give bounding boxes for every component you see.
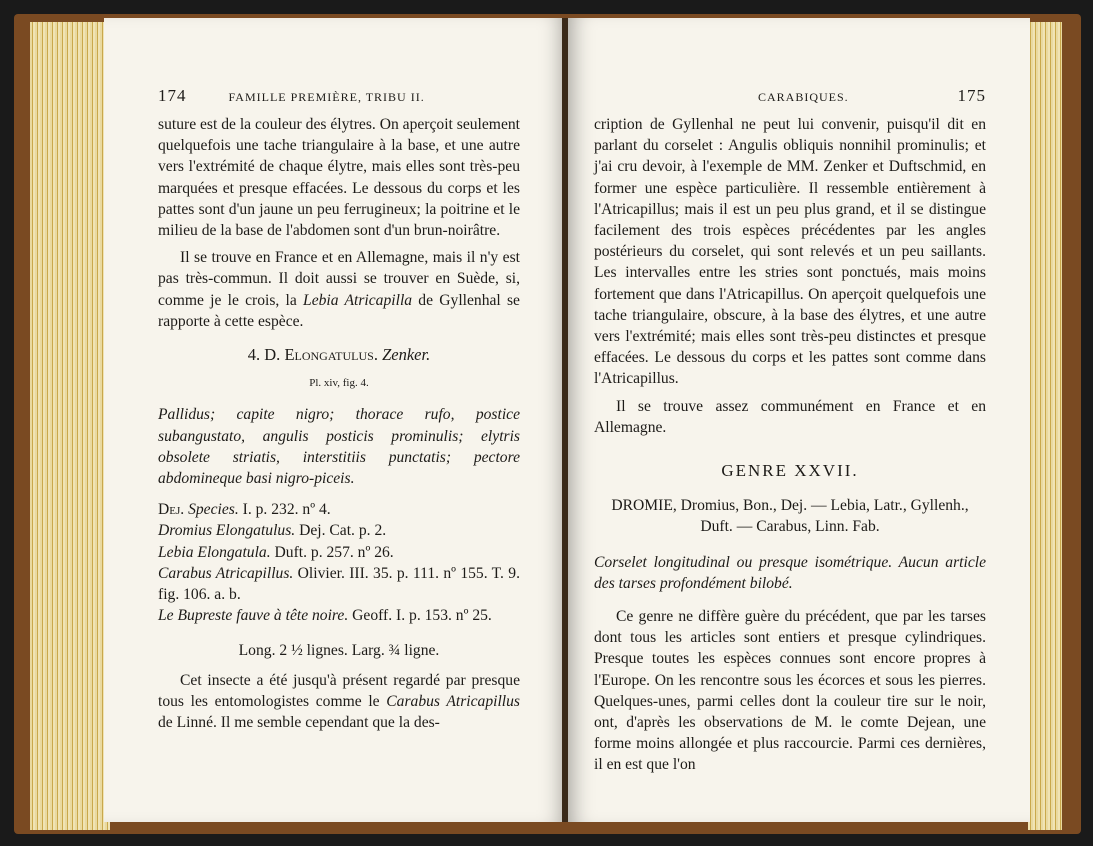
reference-cite: I. p. 232. nº 4. (238, 501, 331, 519)
reference-entry (158, 605, 520, 626)
left-running-head-row (158, 86, 520, 106)
species-name: Elongatulus. (284, 345, 378, 365)
left-paragraph-2-italic: Lebia Atricapilla (303, 291, 413, 309)
right-running-head: CARABIQUES. (758, 90, 849, 104)
left-paragraph-1: suture est de la couleur des élytres. On aperçoit seulement quelquefois une tache triangulaire à la base, et une autre vers l'extrémité de chaque élytre, mais elles sont très-peu marquées et presque effacées. Le dessous du corps et les pattes sont d'un jaune un peu ferrugineux; la poitrine et le milieu de la base de l'abdomen sont d'un brun-noirâtre. (158, 116, 520, 240)
left-body (158, 114, 520, 733)
reference-work: Le Bupreste fauve à tête noire. (158, 607, 349, 625)
left-paragraph-3-text-b: de Linné. Il me semble cependant que la des- (158, 714, 440, 732)
reference-entry (158, 520, 520, 541)
left-paragraph-3 (158, 670, 520, 734)
reference-work: Dromius Elongatulus. (158, 522, 296, 540)
right-body (594, 114, 986, 776)
reference-entry (158, 499, 520, 520)
genre-heading: GENRE XXVII. (721, 461, 859, 481)
left-page (104, 18, 566, 822)
reference-work: Carabus Atricapillus. (158, 564, 294, 582)
reference-author: Dej. (158, 501, 185, 519)
species-heading (158, 344, 520, 365)
reference-cite: Duft. p. 257. nº 26. (270, 543, 394, 561)
plate-reference: Pl. xiv, fig. 4. (309, 377, 369, 390)
right-paragraph-2: Il se trouve assez communément en France et en Allemagne. (594, 397, 986, 436)
right-page (568, 18, 1030, 822)
species-author: Zenker. (382, 345, 431, 365)
left-page-number: 174 (158, 86, 187, 105)
left-paragraph-2 (158, 247, 520, 332)
right-paragraph-1: cription de Gyllenhal ne peut lui convenir, puisqu'il dit en parlant du corselet : Angulis obliquis nonnihil prominulis; et j'ai cru devoir, à l'exemple de MM. Zenker et Duftschmid, en former une espèce particulière. Il ressemble entièrement à l'Atricapillus; mais il est un peu plus grand, et il se distingue facilement des trois espèces précédentes par les angles postérieurs du corselet, qui sont relevés et un peu saillants. Les intervalles entre les stries sont ponctués, mais moins fortement que dans l'Atricapillus. On aperçoit quelquefois une tache triangulaire, obscure, à la base des élytres, et une autre vers l'extrémité; mais elles sont très-peu distinctes et presque effacées. Le dessous du corps et les pattes sont comme dans l'Atricapillus. (594, 116, 986, 388)
left-paragraph-3-italic: Carabus Atricapillus (386, 692, 520, 710)
reference-cite: Dej. Cat. p. 2. (295, 522, 387, 540)
reference-cite: Olivier. III. 35. p. 111. nº 155. T. 9. fig. 106. a. b. (158, 564, 520, 604)
left-paragraph-2-text-b: de Gyllenhal se rapporte à cette espèce. (158, 291, 520, 330)
reference-entry (158, 542, 520, 563)
reference-work: Lebia Elongatula. (158, 543, 271, 561)
left-running-head: FAMILLE PREMIÈRE, TRIBU II. (228, 90, 425, 104)
page-edges-right (1028, 22, 1062, 830)
species-number: 4. D. (247, 345, 285, 365)
reference-list (158, 499, 520, 626)
right-page-number: 175 (957, 86, 986, 105)
dimensions: Long. 2 ½ lignes. Larg. ¾ ligne. (238, 642, 440, 660)
page-edges-left (30, 22, 110, 830)
left-paragraph-3-text-a: Cet insecte a été jusqu'à présent regardé par presque tous les entomologistes comme le (158, 671, 520, 710)
genre-description: Corselet longitudinal ou presque isométrique. Aucun article des tarses profondément bilobé. (594, 553, 986, 592)
latin-description: Pallidus; capite nigro; thorace rufo, postice subangustato, angulis posticis prominulis; elytris obsolete striatis, interstitiis punctatis; pectore abdomineque basi nigro-piceis. (158, 406, 520, 488)
right-paragraph-3: Ce genre ne diffère guère du précédent, que par les tarses dont tous les articles sont entiers et presque cylindriques. Presque toutes les espèces connues sont encore propres à l'Europe. On les rencontre sous les écorces et sous les pierres. Quelques-unes, parmi celles dont la couleur tire sur le noir, ont, d'après les observations de M. le comte Dejean, une forme moins allongée et plus raccourcie. Parmi ces dernières, il en est que l'on (594, 608, 986, 774)
reference-cite: Geoff. I. p. 153. nº 25. (348, 607, 492, 625)
reference-entry (158, 563, 520, 605)
reference-work: Species. (188, 501, 239, 519)
left-paragraph-2-text-a: Il se trouve en France et en Allemagne, mais il n'y est pas très-commun. Il doit aussi se trouver en Suède, si, comme je le crois, la (158, 249, 520, 309)
genre-synonyms: DROMIE, Dromius, Bon., Dej. — Lebia, Latr., Gyllenh., Duft. — Carabus, Linn. Fab. (611, 497, 969, 536)
